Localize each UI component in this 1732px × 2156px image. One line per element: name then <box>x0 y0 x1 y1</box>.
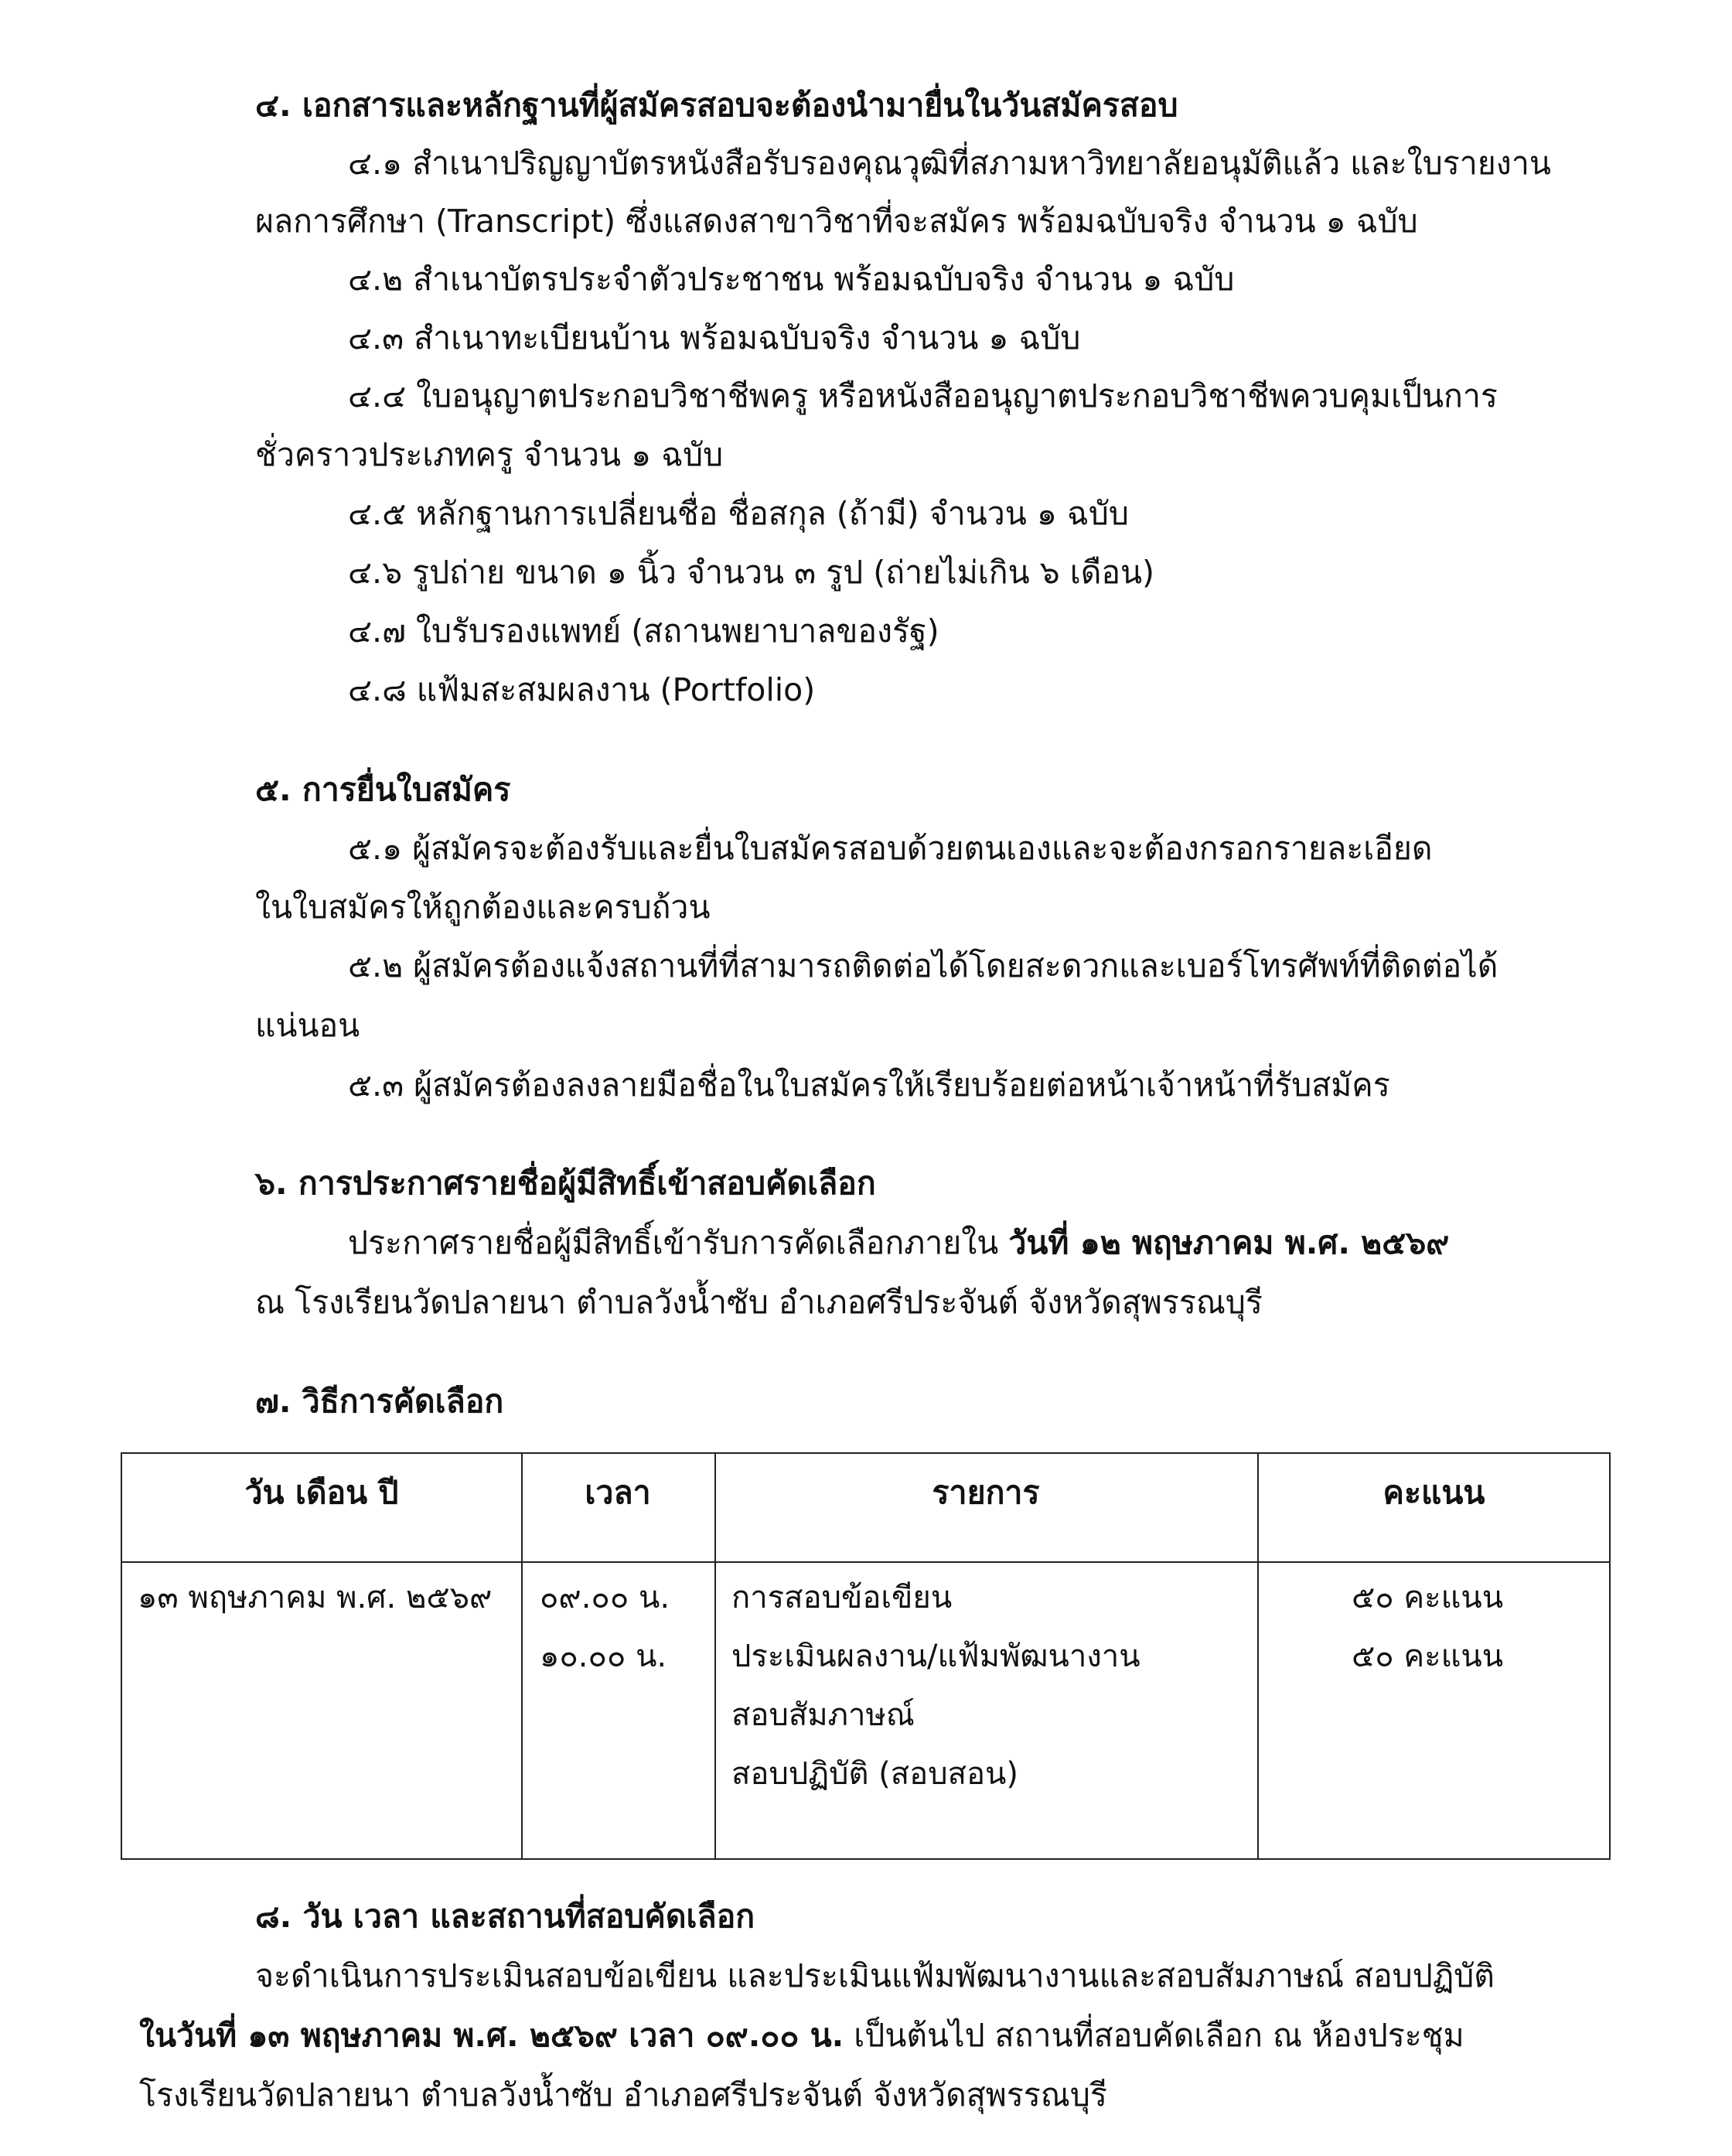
section-4-item-1-line-2: ผลการศึกษา (Transcript) ซึ่งแสดงสาขาวิชาที่จะสมัคร พร้อมฉบับจริง จำนวน ๑ ฉบับ <box>255 203 1418 240</box>
section-4-item-1-line-1: ๔.๑ สำเนาปริญญาบัตรหนังสือรับรองคุณวุฒิที่สภามหาวิทยาลัยอนุมัติแล้ว และใบรายงาน <box>348 145 1551 182</box>
section-4-item-2: ๔.๒ สำเนาบัตรประจำตัวประชาชน พร้อมฉบับจริง จำนวน ๑ ฉบับ <box>348 261 1235 298</box>
section-4-item-7: ๔.๗ ใบรับรองแพทย์ (สถานพยาบาลของรัฐ) <box>348 612 939 650</box>
table-cell-date: ๑๓ พฤษภาคม พ.ศ. ๒๕๖๙ <box>138 1580 493 1615</box>
exam-date-time: ในวันที่ ๑๓ พฤษภาคม พ.ศ. ๒๕๖๙ เวลา ๐๙.๐๐ น. <box>139 2017 844 2054</box>
table-header-item: รายการ <box>932 1474 1040 1511</box>
table-cell-item: ประเมินผลงาน/แฟ้มพัฒนางาน <box>731 1639 1140 1674</box>
section-8-heading: ๘. วัน เวลา และสถานที่สอบคัดเลือก <box>255 1898 755 1935</box>
section-5-item-2-line-2: แน่นอน <box>255 1007 360 1044</box>
section-4-item-5: ๔.๕ หลักฐานการเปลี่ยนชื่อ ชื่อสกุล (ถ้ามี) จำนวน ๑ ฉบับ <box>348 495 1129 532</box>
table-cell-time: ๐๙.๐๐ น. <box>540 1580 670 1615</box>
section-4-heading: ๔. เอกสารและหลักฐานที่ผู้สมัครสอบจะต้องนำมายื่นในวันสมัครสอบ <box>255 87 1178 124</box>
table-cell-score: ๕๐ คะแนน <box>1352 1580 1504 1615</box>
section-6-paragraph-line-1 <box>348 1221 1449 1264</box>
section-7-heading: ๗. วิธีการคัดเลือก <box>255 1383 504 1420</box>
section-4-item-8: ๔.๘ แฟ้มสะสมผลงาน (Portfolio) <box>348 671 816 708</box>
section-5-heading: ๕. การยื่นใบสมัคร <box>255 771 511 808</box>
table-cell-item: สอบปฏิบัติ (สอบสอน) <box>731 1756 1018 1792</box>
section-4-item-3: ๔.๓ สำเนาทะเบียนบ้าน พร้อมฉบับจริง จำนวน ๑ ฉบับ <box>348 319 1081 356</box>
selection-schedule-table <box>121 1452 1611 1860</box>
table-header-score: คะแนน <box>1383 1474 1485 1511</box>
table-header-date: วัน เดือน ปี <box>244 1474 399 1511</box>
section-5-item-1-line-1: ๕.๑ ผู้สมัครจะต้องรับและยื่นใบสมัครสอบด้วยตนเองและจะต้องกรอกรายละเอียด <box>348 830 1433 867</box>
section-4-item-6: ๔.๖ รูปถ่าย ขนาด ๑ นิ้ว จำนวน ๓ รูป (ถ่ายไม่เกิน ๖ เดือน) <box>348 554 1154 591</box>
table-cell-score: ๕๐ คะแนน <box>1352 1639 1504 1674</box>
section-6-heading: ๖. การประกาศรายชื่อผู้มีสิทธิ์เข้าสอบคัดเลือก <box>255 1165 876 1202</box>
section-5-item-1-line-2: ในใบสมัครให้ถูกต้องและครบถ้วน <box>255 889 711 926</box>
exam-location-text: เป็นต้นไป สถานที่สอบคัดเลือก ณ ห้องประชุม <box>844 2017 1464 2054</box>
section-5-item-2-line-1: ๕.๒ ผู้สมัครต้องแจ้งสถานที่ที่สามารถติดต่อได้โดยสะดวกและเบอร์โทรศัพท์ที่ติดต่อได้ <box>348 947 1498 984</box>
announcement-date: วันที่ ๑๒ พฤษภาคม พ.ศ. ๒๕๖๙ <box>1008 1224 1450 1261</box>
table-cell-item: การสอบข้อเขียน <box>731 1580 953 1615</box>
section-8-paragraph-line-2 <box>139 2014 1464 2057</box>
announcement-text: ประกาศรายชื่อผู้มีสิทธิ์เข้ารับการคัดเลือกภายใน <box>348 1224 1009 1261</box>
section-8-paragraph-line-3: โรงเรียนวัดปลายนา ตำบลวังน้ำซับ อำเภอศรีประจันต์ จังหวัดสุพรรณบุรี <box>139 2076 1107 2113</box>
section-8-paragraph-line-1: จะดำเนินการประเมินสอบข้อเขียน และประเมินแฟ้มพัฒนางานและสอบสัมภาษณ์ สอบปฏิบัติ <box>255 1957 1495 1994</box>
section-5-item-3: ๕.๓ ผู้สมัครต้องลงลายมือชื่อในใบสมัครให้เรียบร้อยต่อหน้าเจ้าหน้าที่รับสมัคร <box>348 1066 1390 1104</box>
table-header-time: เวลา <box>585 1474 651 1511</box>
section-4-item-4-line-1: ๔.๔ ใบอนุญาตประกอบวิชาชีพครู หรือหนังสืออนุญาตประกอบวิชาชีพควบคุมเป็นการ <box>348 377 1498 414</box>
section-4-item-4-line-2: ชั่วคราวประเภทครู จำนวน ๑ ฉบับ <box>255 436 724 473</box>
section-6-paragraph-line-2: ณ โรงเรียนวัดปลายนา ตำบลวังน้ำซับ อำเภอศรีประจันต์ จังหวัดสุพรรณบุรี <box>255 1284 1263 1321</box>
table-cell-item: สอบสัมภาษณ์ <box>731 1697 915 1733</box>
table-cell-time: ๑๐.๐๐ น. <box>540 1639 667 1674</box>
